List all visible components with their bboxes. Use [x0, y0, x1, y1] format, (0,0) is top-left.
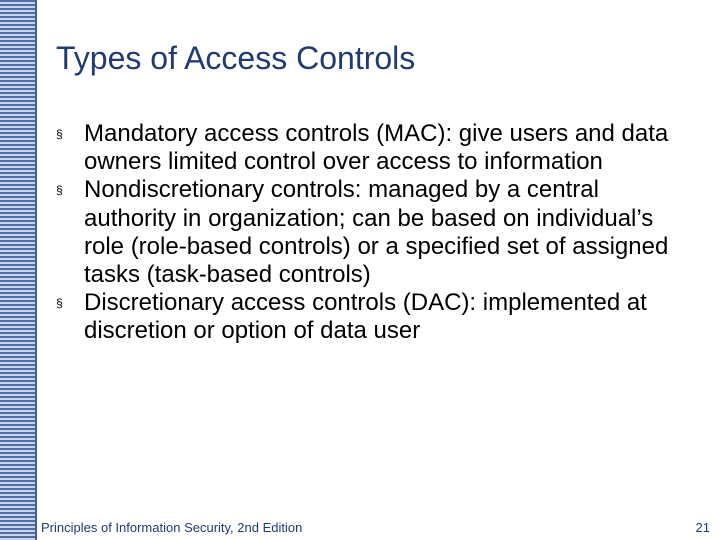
slide-title: Types of Access Controls — [56, 40, 416, 76]
decorative-side-stripe — [0, 0, 35, 540]
bullet-marker-icon: § — [56, 127, 63, 141]
bullet-marker-icon: § — [56, 183, 63, 198]
bullet-item-dac — [56, 289, 676, 345]
bullet-text: Discretionary access controls (DAC): implemented at discretion or option of data user — [84, 289, 647, 345]
bullet-list — [56, 120, 676, 346]
bullet-item-mac — [56, 120, 676, 176]
bullet-marker-icon: § — [56, 296, 63, 311]
side-stripe-edge — [35, 0, 37, 540]
bullet-item-nondiscretionary — [56, 176, 676, 289]
bullet-text: Nondiscretionary controls: managed by a central authority in organization; can be based on individual’s role (role-based controls) or a specified set of assigned tasks (task-based controls) — [84, 176, 669, 289]
footer-source: Principles of Information Security, 2nd Edition — [41, 520, 303, 535]
bullet-text: Mandatory access controls (MAC): give users and data owners limited control over access to information — [84, 120, 669, 176]
page-number: 21 — [695, 520, 710, 535]
